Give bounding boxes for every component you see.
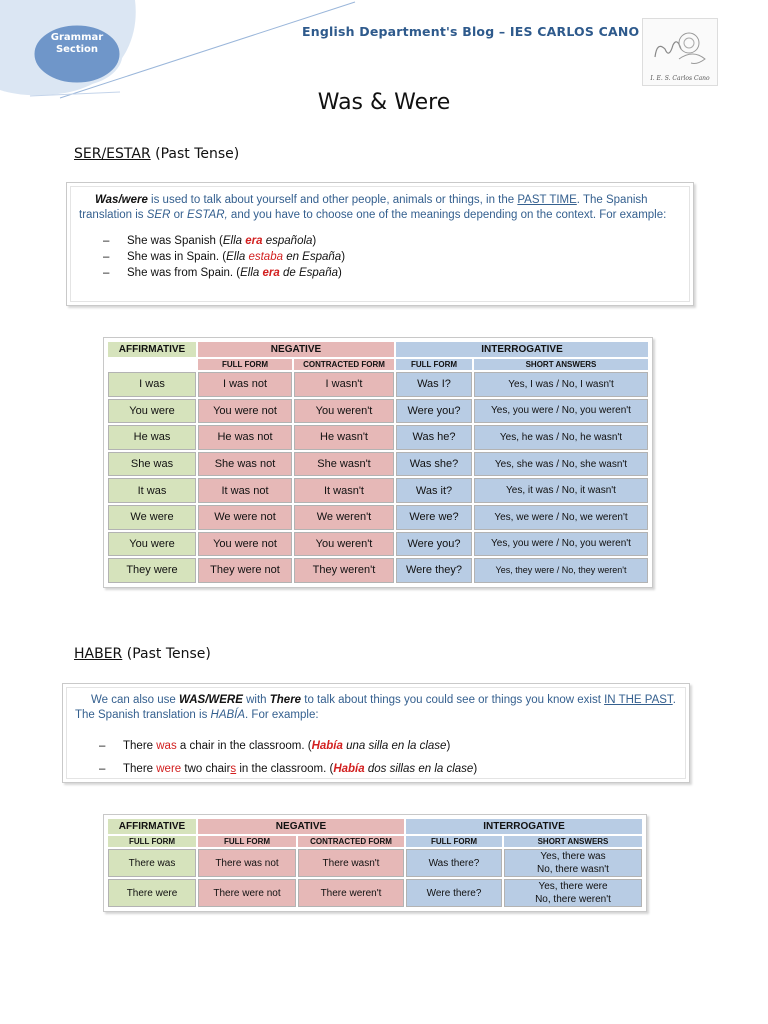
interrogative-cell: Was it?: [396, 478, 472, 503]
section-heading-haber: HABER (Past Tense): [74, 646, 211, 662]
haber-examples: [75, 735, 677, 781]
example-item: – She was in Spain. (Ella estaba en España): [103, 251, 346, 263]
subheader-full-form: FULL FORM: [198, 359, 292, 370]
negative-contracted-cell: You weren't: [294, 399, 394, 424]
negative-full-cell: It was not: [198, 478, 292, 503]
negative-full-cell: They were not: [198, 558, 292, 583]
short-answer-cell: Yes, you were / No, you weren't: [474, 399, 648, 424]
negative-full-cell: We were not: [198, 505, 292, 530]
negative-contracted-cell: We weren't: [294, 505, 394, 530]
section-heading-ser-estar: SER/ESTAR (Past Tense): [74, 146, 240, 162]
short-answer-cell: [504, 879, 642, 907]
example-item: – She was Spanish (Ella era española): [103, 235, 317, 247]
table-row: [108, 452, 648, 477]
affirmative-cell: I was: [108, 372, 196, 397]
subheader-contracted-form: CONTRACTED FORM: [294, 359, 394, 370]
subheader-full-form: FULL FORM: [406, 836, 502, 847]
negative-full-cell: There was not: [198, 849, 296, 877]
table-row: [108, 478, 648, 503]
header-interrogative: INTERROGATIVE: [396, 342, 648, 357]
example-item: – She was from Spain. (Ella era de España): [103, 267, 342, 279]
short-answer-cell: [504, 849, 642, 877]
negative-contracted-cell: They weren't: [294, 558, 394, 583]
negative-contracted-cell: There wasn't: [298, 849, 404, 877]
was-were-table: [103, 337, 653, 588]
there-was-were-table: [103, 814, 647, 912]
table-row: [108, 425, 648, 450]
short-answer-cell: Yes, you were / No, you weren't: [474, 532, 648, 557]
table-row: [108, 372, 648, 397]
negative-full-cell: I was not: [198, 372, 292, 397]
short-answer-cell: Yes, she was / No, she wasn't: [474, 452, 648, 477]
haber-intro: We can also use WAS/WERE with There to talk about things you could see or things you know exist IN THE PAST. The Spanish translation is HABÍA. For example:: [75, 694, 676, 721]
short-answer-no: No, there weren't: [535, 894, 611, 905]
subheader-contracted-form: CONTRACTED FORM: [298, 836, 404, 847]
header-affirmative: AFFIRMATIVE: [108, 342, 196, 357]
interrogative-cell: Were you?: [396, 399, 472, 424]
header-negative: NEGATIVE: [198, 342, 394, 357]
short-answer-yes: Yes, there was: [540, 851, 606, 862]
negative-contracted-cell: It wasn't: [294, 478, 394, 503]
table-row: [108, 849, 642, 877]
negative-full-cell: There were not: [198, 879, 296, 907]
interrogative-cell: Was he?: [396, 425, 472, 450]
short-answer-cell: Yes, he was / No, he wasn't: [474, 425, 648, 450]
negative-full-cell: You were not: [198, 532, 292, 557]
subheader-full-form: FULL FORM: [396, 359, 472, 370]
affirmative-cell: There were: [108, 879, 196, 907]
ser-estar-examples: [79, 233, 681, 281]
table-row: [108, 558, 648, 583]
negative-full-cell: He was not: [198, 425, 292, 450]
negative-full-cell: She was not: [198, 452, 292, 477]
grammar-section-badge: Grammar Section: [50, 32, 104, 55]
subheader-short-answers: SHORT ANSWERS: [504, 836, 642, 847]
interrogative-cell: Was I?: [396, 372, 472, 397]
subheader-full-form: FULL FORM: [198, 836, 296, 847]
logo-caption: I. E. S. Carlos Cano: [650, 75, 710, 82]
affirmative-cell: She was: [108, 452, 196, 477]
table-row: [108, 505, 648, 530]
haber-explanation-box: [62, 683, 690, 783]
negative-contracted-cell: I wasn't: [294, 372, 394, 397]
subheader-short-answers: SHORT ANSWERS: [474, 359, 648, 370]
negative-contracted-cell: You weren't: [294, 532, 394, 557]
affirmative-cell: There was: [108, 849, 196, 877]
short-answer-cell: Yes, we were / No, we weren't: [474, 505, 648, 530]
interrogative-cell: Were they?: [396, 558, 472, 583]
subheader-full-form: FULL FORM: [108, 836, 196, 847]
header-affirmative: AFFIRMATIVE: [108, 819, 196, 834]
affirmative-cell: It was: [108, 478, 196, 503]
interrogative-cell: Was there?: [406, 849, 502, 877]
negative-contracted-cell: There weren't: [298, 879, 404, 907]
ser-estar-intro: Was/were is used to talk about yourself and other people, animals or things, in the PAST TIME. The Spanish translation is SER or ESTAR, and you have to choose one of the meanings depending on the context. For example:: [79, 194, 667, 221]
page-title: Was & Were: [317, 90, 451, 115]
example-item: – There were two chairs in the classroom. (Había dos sillas en la clase): [99, 763, 478, 775]
header-negative: NEGATIVE: [198, 819, 404, 834]
negative-full-cell: You were not: [198, 399, 292, 424]
example-item: – There was a chair in the classroom. (Había una silla en la clase): [99, 740, 451, 752]
interrogative-cell: Was she?: [396, 452, 472, 477]
header-interrogative: INTERROGATIVE: [406, 819, 642, 834]
table-row: [108, 399, 648, 424]
short-answer-yes: Yes, there were: [538, 881, 608, 892]
table-row: [108, 532, 648, 557]
affirmative-cell: You were: [108, 532, 196, 557]
short-answer-no: No, there wasn't: [537, 864, 609, 875]
logo-swirl-icon: [643, 19, 719, 77]
interrogative-cell: Were we?: [396, 505, 472, 530]
affirmative-cell: You were: [108, 399, 196, 424]
short-answer-cell: Yes, it was / No, it wasn't: [474, 478, 648, 503]
table-row: [108, 879, 642, 907]
interrogative-cell: Were you?: [396, 532, 472, 557]
negative-contracted-cell: She wasn't: [294, 452, 394, 477]
ser-estar-explanation-box: [66, 182, 694, 306]
affirmative-cell: He was: [108, 425, 196, 450]
affirmative-cell: We were: [108, 505, 196, 530]
short-answer-cell: Yes, I was / No, I wasn't: [474, 372, 648, 397]
interrogative-cell: Were there?: [406, 879, 502, 907]
short-answer-cell: Yes, they were / No, they weren't: [474, 558, 648, 583]
negative-contracted-cell: He wasn't: [294, 425, 394, 450]
blog-title: English Department's Blog – IES CARLOS CANO: [302, 24, 640, 39]
school-logo: [642, 18, 718, 86]
affirmative-cell: They were: [108, 558, 196, 583]
